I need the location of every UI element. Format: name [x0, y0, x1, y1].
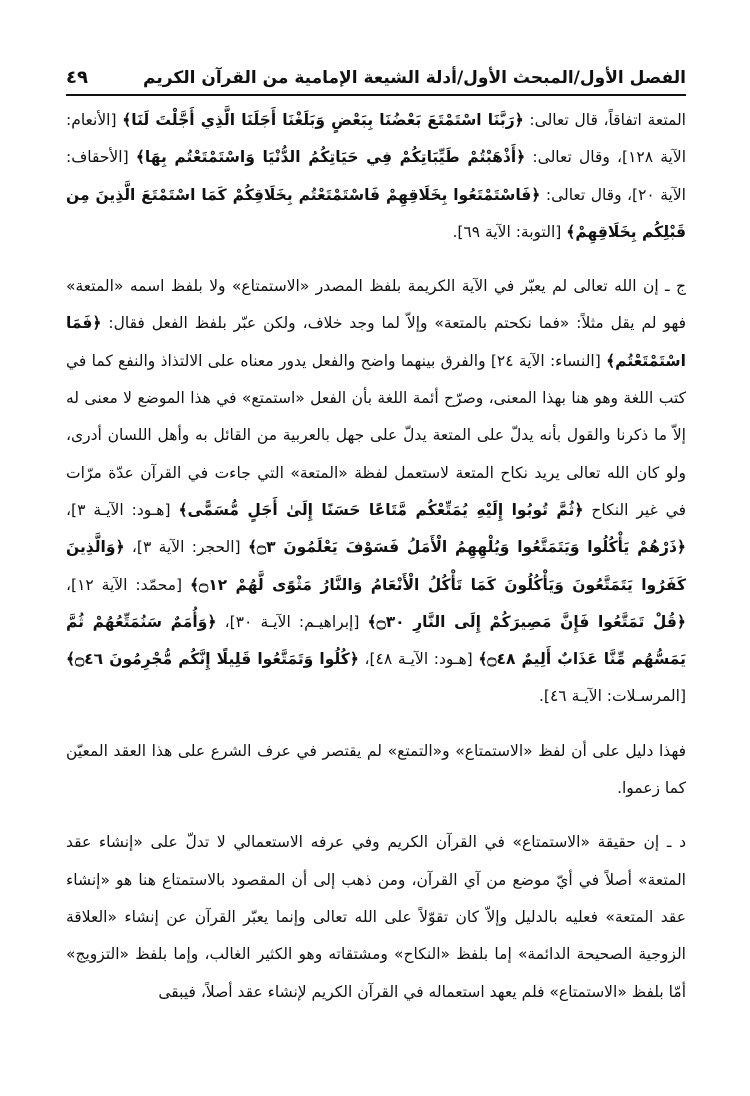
body-text: [المرسـلات: الآيـة ٤٦].: [539, 687, 686, 706]
body-text: [الحجر: الآية ٣]،: [124, 538, 248, 557]
chapter-title: الفصل الأول/المبحث الأول/أدلة الشيعة الإمامية من القرآن الكريم: [143, 68, 686, 88]
quran-verse: ﴿أَذْهَبْتُمْ طَيِّبَاتِكُمْ فِي حَيَاتِكُمُ الدُّنْيَا وَاسْتَمْتَعْتُم بِهَا﴾: [135, 148, 526, 167]
body-text: د ـ إن حقيقة «الاستمتاع» في القرآن الكريم وفي عرفه الاستعمالي لا تدلّ على «إنشاء عقد المتعة» أصلاً في أيّ موضع من آي القرآن، ومن ذهب إلى أن المقصود بالاستمتاع هنا هو «إنشاء عقد المتعة» فعليه بالدليل وإلاّ كان تقوّلاً على الله تعالى وإنما يعبّر القرآن عن إنشاء «العلاقة الزوجية الصحيحة الدائمة» إما بلفظ «النكاح» ومشتقاته وهو الكثير الغالب، وإما بلفظ «التزويج» أمّا بلفظ «الاستمتاع» فلم يعهد استعماله في القرآن الكريم لإنشاء عقد أصلاً، فيبقى: [66, 833, 686, 1001]
quran-verse: ﴿ذَرْهُمْ يَأْكُلُوا وَيَتَمَتَّعُوا وَيُلْهِهِمُ الْأَمَلُ فَسَوْفَ يَعْلَمُونَ ۝٣﴾: [247, 538, 686, 557]
quran-verse: ﴿فَمَا اسْتَمْتَعْتُم﴾: [66, 314, 686, 370]
paragraph-4: [66, 824, 686, 1010]
quran-verse: ﴿وَالَّذِينَ كَفَرُوا يَتَمَتَّعُونَ وَيَأْكُلُونَ كَمَا تَأْكُلُ الْأَنْعَامُ وَالنَّارُ مَثْوًى لَّهُمْ ۝١٢﴾: [66, 538, 686, 594]
body-text: [الأحقاف: الآية ٢٠]، وقال تعالى:: [66, 148, 686, 204]
body-text: المتعة اتفاقاً، قال تعالى:: [523, 111, 686, 129]
body-text: [النساء: الآية ٢٤] والفرق بينهما واضح والفعل يدور معناه على الالتذاذ والنفع كما في كتب اللغة وهو هنا بهذا المعنى، وصرّح أئمة اللغة بأن الفعل «استمتع» في هذا الموضع لا معنى له إلاّ ما ذكرنا والقول بأنه يدلّ على المتعة يدلّ على جهل بالعربية من القائل به وأهل اللسان أدرى، ولو كان الله تعالى يريد نكاح المتعة لاستعمل لفظة «المتعة» التي جاءت في القرآن عدّة مرّات في غير النكاح: [66, 351, 686, 519]
paragraph-2: [66, 268, 686, 716]
paragraph-3: [66, 733, 686, 808]
body-text: [إبراهيـم: الآيـة ٣٠]،: [216, 612, 368, 631]
body-text: فهذا دليل على أن لفظ «الاستمتاع» و«التمتع» لم يقتصر في عرف الشرع على هذا العقد المعيّن كما زعموا.: [66, 741, 686, 798]
quran-verse: ﴿فَاسْتَمْتَعُوا بِخَلَاقِهِمْ فَاسْتَمْتَعْتُم بِخَلَاقِكُمْ كَمَا اسْتَمْتَعَ الَّذِينَ مِن قَبْلِكُم بِخَلَاقِهِمْ﴾: [66, 185, 686, 241]
body-text: [هـود: الآيـة ٣]،: [66, 500, 179, 519]
book-page: [66, 52, 686, 1082]
quran-verse: ﴿ثُمَّ تُوبُوا إِلَيْهِ يُمَتِّعْكُم مَّتَاعًا حَسَنًا إِلَىٰ أَجَلٍ مُّسَمًّى﴾: [178, 500, 584, 519]
quran-verse: ﴿كُلُوا وَتَمَتَّعُوا قَلِيلًا إِنَّكُم مُّجْرِمُونَ ۝٤٦﴾: [66, 650, 359, 669]
body-text: [محمّد: الآية ١٢]،: [66, 575, 191, 594]
page-body: [66, 96, 686, 1011]
body-text: [هـود: الآيـة ٤٨]،: [358, 650, 479, 669]
page-number: ٤٩: [66, 67, 88, 88]
paragraph-1: [66, 102, 686, 251]
running-header: [66, 52, 686, 96]
quran-verse: ﴿قُلْ تَمَتَّعُوا فَإِنَّ مَصِيرَكُمْ إِلَى النَّارِ ۝٣٠﴾: [367, 612, 686, 631]
body-text: [الأنعام: الآية ١٢٨]، وقال تعالى:: [66, 111, 687, 167]
quran-verse: ﴿وَأُمَمٌ سَنُمَتِّعُهُمْ ثُمَّ يَمَسُّهُم مِّنَّا عَذَابٌ أَلِيمٌ ۝٤٨﴾: [66, 612, 686, 669]
body-text: [التوبة: الآية ٦٩].: [452, 222, 567, 241]
body-text: ج ـ إن الله تعالى لم يعبّر في الآية الكريمة بلفظ المصدر «الاستمتاع» ولا بلفظ اسمه «المتعة» فهو لم يقل مثلاً: «فما نكحتم بالمتعة» وإلاّ لما وجد خلاف، ولكن عبّر بلفظ الفعل فقال:: [66, 277, 686, 333]
quran-verse: ﴿رَبَّنَا اسْتَمْتَعَ بَعْضُنَا بِبَعْضٍ وَبَلَغْنَا أَجَلَنَا الَّذِي أَجَّلْتَ لَنَا﴾: [122, 111, 524, 129]
